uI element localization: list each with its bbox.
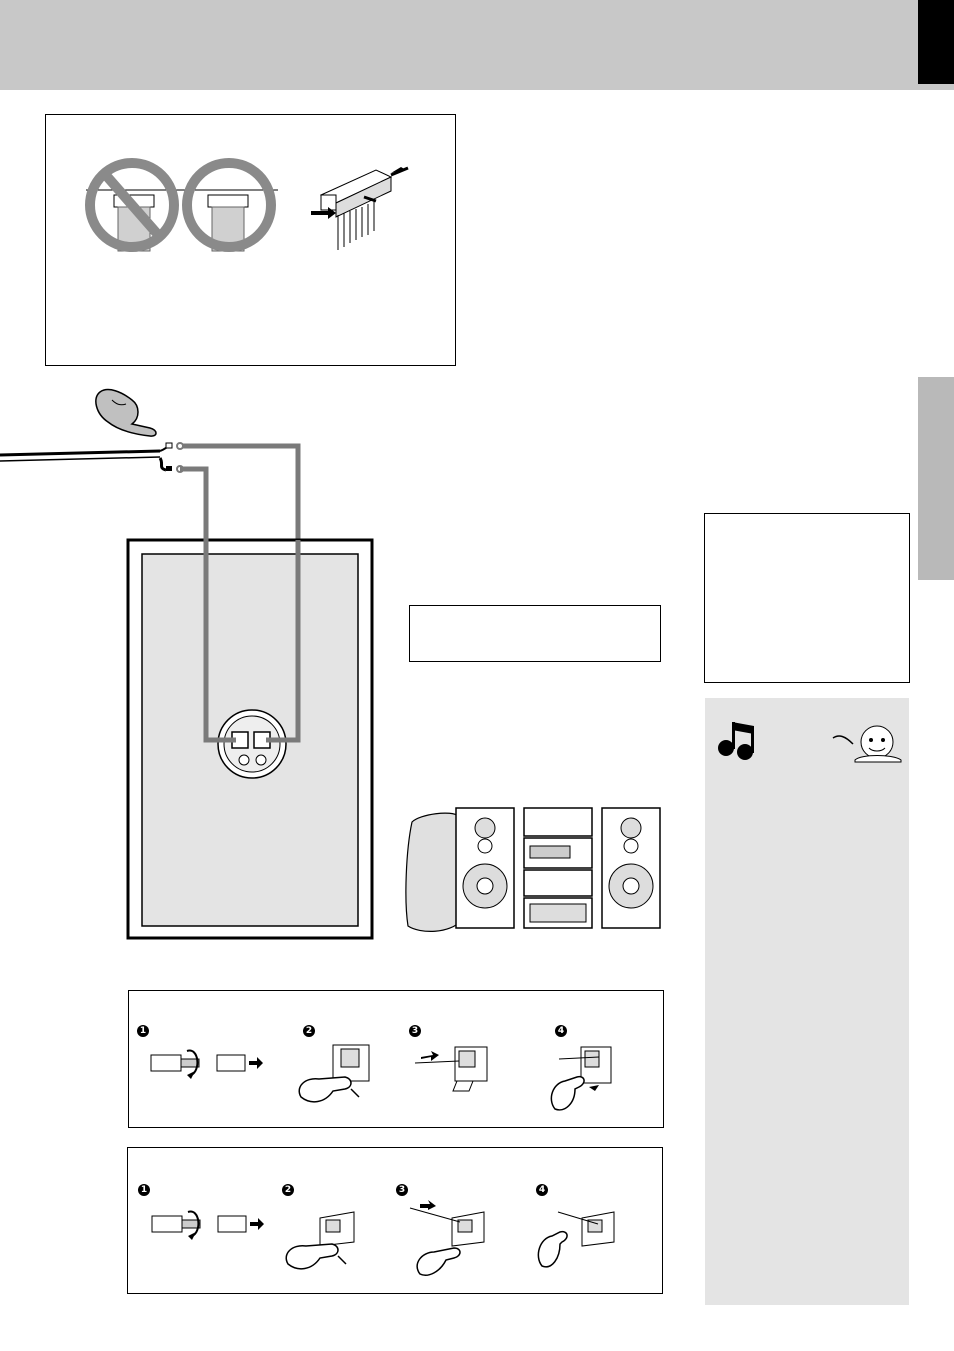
step-number: 3 <box>396 1184 408 1196</box>
step-number: 2 <box>303 1025 315 1037</box>
notice-box <box>704 513 910 683</box>
step-number: 1 <box>137 1025 149 1037</box>
speaker-cable <box>0 443 172 471</box>
press-lever-hand-icon <box>299 1045 369 1102</box>
release-lever-hand-icon <box>538 1212 614 1267</box>
release-lever-hand-icon <box>551 1047 611 1110</box>
step-number: 3 <box>409 1025 421 1037</box>
terminal-steps-a-illustration <box>129 991 663 1127</box>
presenter-mascot-icon <box>833 726 901 762</box>
stereo-system-illustration <box>406 808 660 931</box>
terminal-steps-a <box>128 990 664 1128</box>
note-panel <box>705 698 909 1305</box>
insert-wire-icon <box>415 1047 487 1091</box>
step-number: 4 <box>536 1184 548 1196</box>
step-number: 2 <box>282 1184 294 1196</box>
insert-wire-icon <box>410 1200 484 1275</box>
press-lever-hand-icon <box>286 1212 354 1269</box>
terminal-steps-b-illustration <box>128 1148 662 1293</box>
strip-wire-icon <box>151 1051 263 1079</box>
music-note-icon <box>718 722 754 760</box>
pointing-hand-icon <box>96 390 156 437</box>
step-number: 4 <box>555 1025 567 1037</box>
step-number: 1 <box>138 1184 150 1196</box>
note-panel-header <box>705 698 909 778</box>
strip-wire-icon <box>152 1212 264 1240</box>
terminal-steps-b <box>127 1147 663 1294</box>
caution-box <box>409 605 661 662</box>
